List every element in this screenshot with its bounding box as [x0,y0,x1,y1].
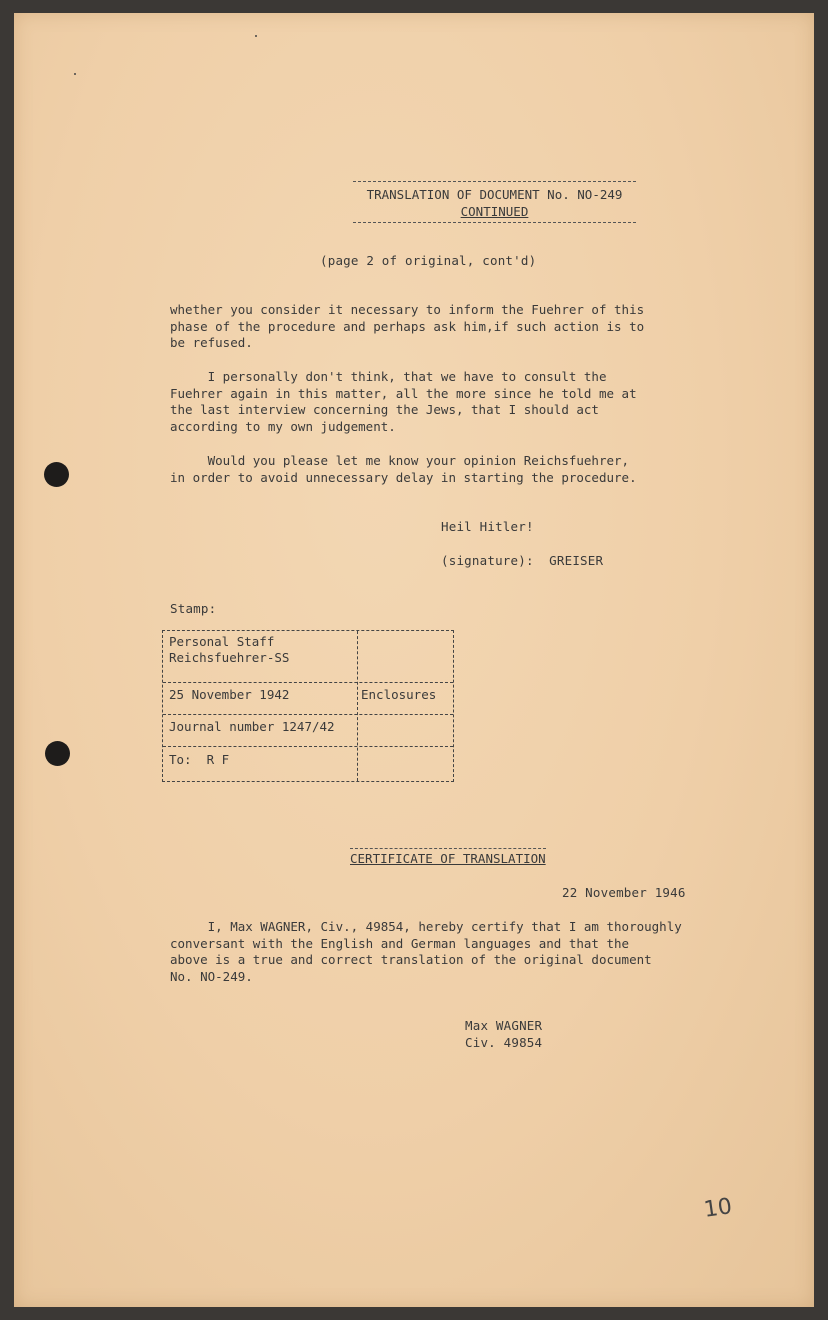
document-heading [353,181,636,223]
page-note: (page 2 of original, cont'd) [320,253,537,268]
certificate-date: 22 November 1946 [562,885,686,900]
letter-paragraph-1: whether you consider it necessary to inform the Fuehrer of this phase of the procedure and perhaps ask him,if such action is to be refused. [170,302,645,351]
handwritten-page-number: 10 [702,1194,734,1223]
certificate-title: CERTIFICATE OF TRANSLATION [350,848,546,866]
stamp-cell-date: 25 November 1942 [169,687,290,702]
paper-speck [74,73,76,75]
letter-signature: (signature): GREISER [441,553,604,568]
stamp-column-divider [357,631,358,781]
stamp-row-divider [163,714,453,715]
letter-closing: Heil Hitler! [441,519,534,534]
stamp-row-divider [163,746,453,747]
certificate-signer-name: Max WAGNER [465,1018,543,1033]
stamp-row-divider [163,682,453,683]
letter-paragraph-2: I personally don't think, that we have to consult the Fuehrer again in this matter, all the more since he told me at the last interview concerning the Jews, that I should act according to my own judgement. [170,369,637,434]
binder-hole [45,741,70,766]
stamp-cell-journal: Journal number 1247/42 [169,719,335,734]
binder-hole [44,462,69,487]
heading-line-1: TRANSLATION OF DOCUMENT No. NO-249 [366,187,623,202]
certificate-body: I, Max WAGNER, Civ., 49854, hereby certify that I am thoroughly conversant with the English and German languages and that the above is a true and correct translation of the original document No. NO-249. [170,919,682,984]
heading-line-2: CONTINUED [460,204,529,219]
paper-speck [255,35,257,37]
stamp-label: Stamp: [170,601,217,616]
document-page [14,13,814,1307]
letter-paragraph-3: Would you please let me know your opinion Reichsfuehrer, in order to avoid unnecessary delay in starting the procedure. [170,453,637,485]
certificate-signer-id: Civ. 49854 [465,1035,543,1050]
stamp-cell-to: To: R F [169,752,230,767]
stamp-table [162,630,454,782]
stamp-cell-enclosures: Enclosures [361,687,437,702]
stamp-cell-office: Personal Staff Reichsfuehrer-SS [169,634,290,665]
